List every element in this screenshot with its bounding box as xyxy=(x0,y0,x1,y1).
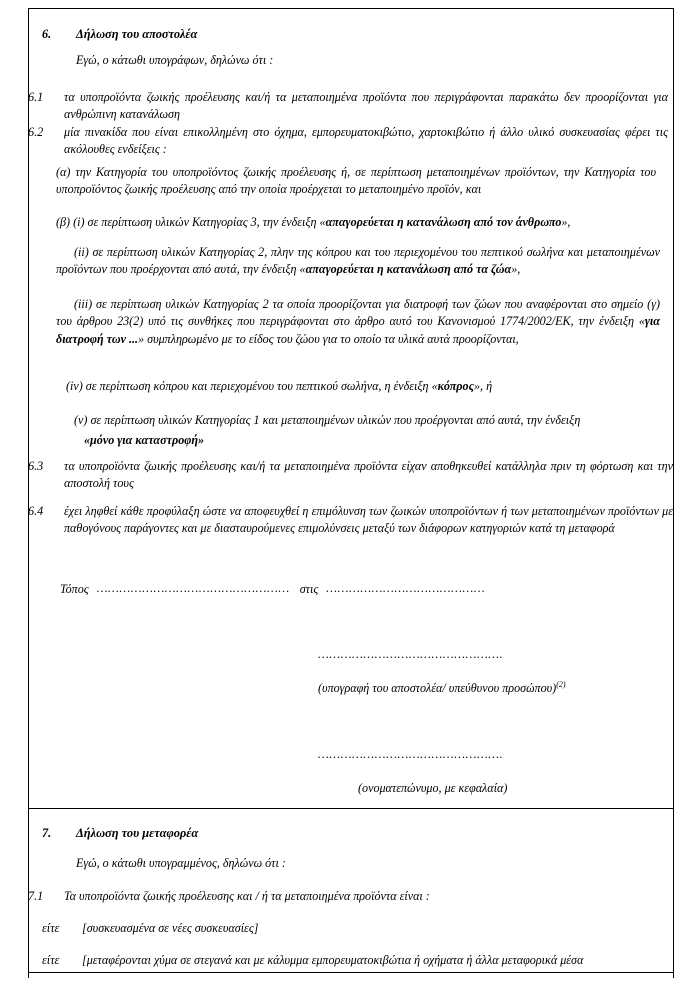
section-divider xyxy=(28,808,674,809)
place-date-line xyxy=(60,581,660,598)
clause-b-i-text-pre: (β) (i) σε περίπτωση υλικών Κατηγορίας 3, την ένδειξη « xyxy=(56,215,326,229)
place-label: Τόπος xyxy=(60,582,89,596)
clause-a xyxy=(56,164,656,199)
clause-b-iii xyxy=(56,296,660,348)
clause-b-i-emphasis: απαγορεύεται η κατανάλωση από τον άνθρωπο xyxy=(325,215,562,229)
clause-b-i xyxy=(56,214,660,231)
option-1-label: είτε xyxy=(42,921,60,935)
item-6-4 xyxy=(28,503,673,538)
clause-b-ii-emphasis: απαγορεύεται η κατανάλωση από τα ζώα xyxy=(305,262,512,277)
section7-title: Δήλωση του μεταφορέα xyxy=(76,826,199,840)
signature-footnote-marker: (2) xyxy=(556,680,566,690)
signature-block xyxy=(318,645,658,697)
section6-number: 6. xyxy=(42,27,52,41)
place-input-dots[interactable]: …………………………………………… xyxy=(96,581,290,595)
item-6-3 xyxy=(28,458,673,493)
item-6-3-text: τα υποπροϊόντα ζωικής προέλευσης και/ή τα μεταποιημένα προϊόντα είχαν αποθηκευθεί κατάλληλα πριν τη φόρτωση και την αποστολή τους xyxy=(64,459,673,491)
option-2-label: είτε xyxy=(42,953,60,967)
clause-b-iv-emphasis: κόπρος xyxy=(437,379,474,393)
clause-b-v-emphasis: «μόνο για καταστροφή» xyxy=(84,433,205,448)
clause-b-v-text-pre: (v) σε περίπτωση υλικών Κατηγορίας 1 και μεταποιημένων υλικών που προέργονται από αυτά, την ένδειξη xyxy=(74,413,581,427)
clause-b-ii xyxy=(56,244,660,279)
clause-b-ii-text-post: », xyxy=(511,262,521,277)
clause-b-iii-text-post: » συμπληρωμένο με το είδος του ζώου για το οποίο τα υλικά αυτά προορίζονται, xyxy=(138,331,519,346)
clause-b-i-text-post: », xyxy=(561,215,571,229)
item-6-2 xyxy=(28,124,668,159)
option-row-2 xyxy=(42,952,682,969)
section7-number: 7. xyxy=(42,826,52,840)
clause-b-iv-text-post: », ή xyxy=(473,379,493,393)
date-input-dots[interactable]: …………………………………… xyxy=(326,581,486,595)
section7-intro-text: Εγώ, ο κάτωθι υπογραμμένος, δηλώνω ότι : xyxy=(76,856,286,870)
clause-a-text: (α) την Κατηγορία του υποπροϊόντος ζωικής προέλευσης ή, σε περίπτωση μεταποιημένων προϊόντων, την Κατηγορία του υποπροϊόντος ζωικής προέλευσης από την οποία προέρχεται το μεταποιημένο προϊόν, και xyxy=(56,165,656,197)
item-6-2-number: 6.2 xyxy=(28,125,44,139)
section7-heading xyxy=(42,825,198,843)
clause-b-iii-text-pre: (iii) σε περίπτωση υλικών Κατηγορίας 2 τα οποία προορίζονται για διατροφή των ζώων που αναφέρονται στο σημείο (γ) του άρθρου 23(2) υπό τις συνθήκες που περιγράφονται στο άρθρο αυτό του Κανονισμού 1774/2002/ΕΚ, την ένδειξη « xyxy=(56,297,660,329)
section7-intro xyxy=(76,855,636,872)
option-1-text[interactable]: [συσκευασμένα σε νέες συσκευασίες] xyxy=(82,921,259,935)
item-7-1-number: 7.1 xyxy=(28,889,44,903)
item-6-4-text: έχει ληφθεί κάθε προφύλαξη ώστε να αποφευχθεί η επιμόλυνση των ζωικών υποπροϊόντων ή των μεταποιημένων προϊόντων με παθογόνους παράγοντες και με διασταυρούμενες επιμολύνσεις μεταξύ των διάφορων κατηγοριών κατά τη μεταφορά xyxy=(64,504,673,536)
item-6-4-number: 6.4 xyxy=(28,504,44,518)
item-6-1 xyxy=(28,89,668,124)
section6-intro-text: Εγώ, ο κάτωθι υπογράφων, δηλώνω ότι : xyxy=(76,53,274,67)
signature-line-dots[interactable]: …………………………………………. xyxy=(318,647,504,661)
name-caption: (ονοματεπώνυμο, με κεφαλαία) xyxy=(358,781,508,796)
clause-b-v xyxy=(56,412,660,449)
option-row-1 xyxy=(42,920,672,937)
page-bottom-rule xyxy=(28,972,674,973)
item-6-2-text: μία πινακίδα που είναι επικολλημένη στο όχημα, εμπορευματοκιβώτιο, χαρτοκιβώτιο ή άλλο υλικό συσκευασίας φέρει τις ακόλουθες ενδείξεις : xyxy=(64,125,668,157)
item-6-3-number: 6.3 xyxy=(28,459,44,473)
section6-heading xyxy=(42,26,197,44)
date-label: στις xyxy=(299,582,319,596)
name-line-dots[interactable]: …………………………………………. xyxy=(318,747,504,761)
option-2-text[interactable]: [μεταφέρονται χύμα σε στεγανά και με κάλυμμα εμπορευματοκιβώτια ή οχήματα ή άλλα μεταφορικά μέσα xyxy=(82,953,584,967)
item-6-1-number: 6.1 xyxy=(28,90,44,104)
clause-b-iv-text-pre: (iv) σε περίπτωση κόπρου και περιεχομένου του πεπτικού σωλήνα, η ένδειξη « xyxy=(66,379,438,393)
name-block xyxy=(318,745,658,797)
item-6-1-text: τα υποπροϊόντα ζωικής προέλευσης και/ή τα μεταποιημένα προϊόντα που περιγράφονται παρακάτω δεν προορίζονται για ανθρώπινη κατανάλωση xyxy=(64,90,668,122)
clause-b-iv xyxy=(56,378,660,395)
item-7-1-text: Τα υποπροϊόντα ζωικής προέλευσης και / ή τα μεταποιημένα προϊόντα είναι : xyxy=(64,889,430,903)
clause-b-ii-text-pre: (ii) σε περίπτωση υλικών Κατηγορίας 2, πλην της κόπρου και του περιεχομένου του πεπτικού σωλήνα και μεταποιημένων προϊόντων που προέρχονται από αυτά, την ένδειξη « xyxy=(56,245,660,277)
section6-intro xyxy=(76,52,636,69)
signature-caption: (υπογραφή του αποστολέα/ υπεύθυνου προσώπου) xyxy=(318,681,557,696)
section6-title: Δήλωση του αποστολέα xyxy=(76,27,198,41)
item-7-1 xyxy=(28,888,668,905)
clause-b-iii-emphasis: για διατροφή των ... xyxy=(56,314,660,346)
